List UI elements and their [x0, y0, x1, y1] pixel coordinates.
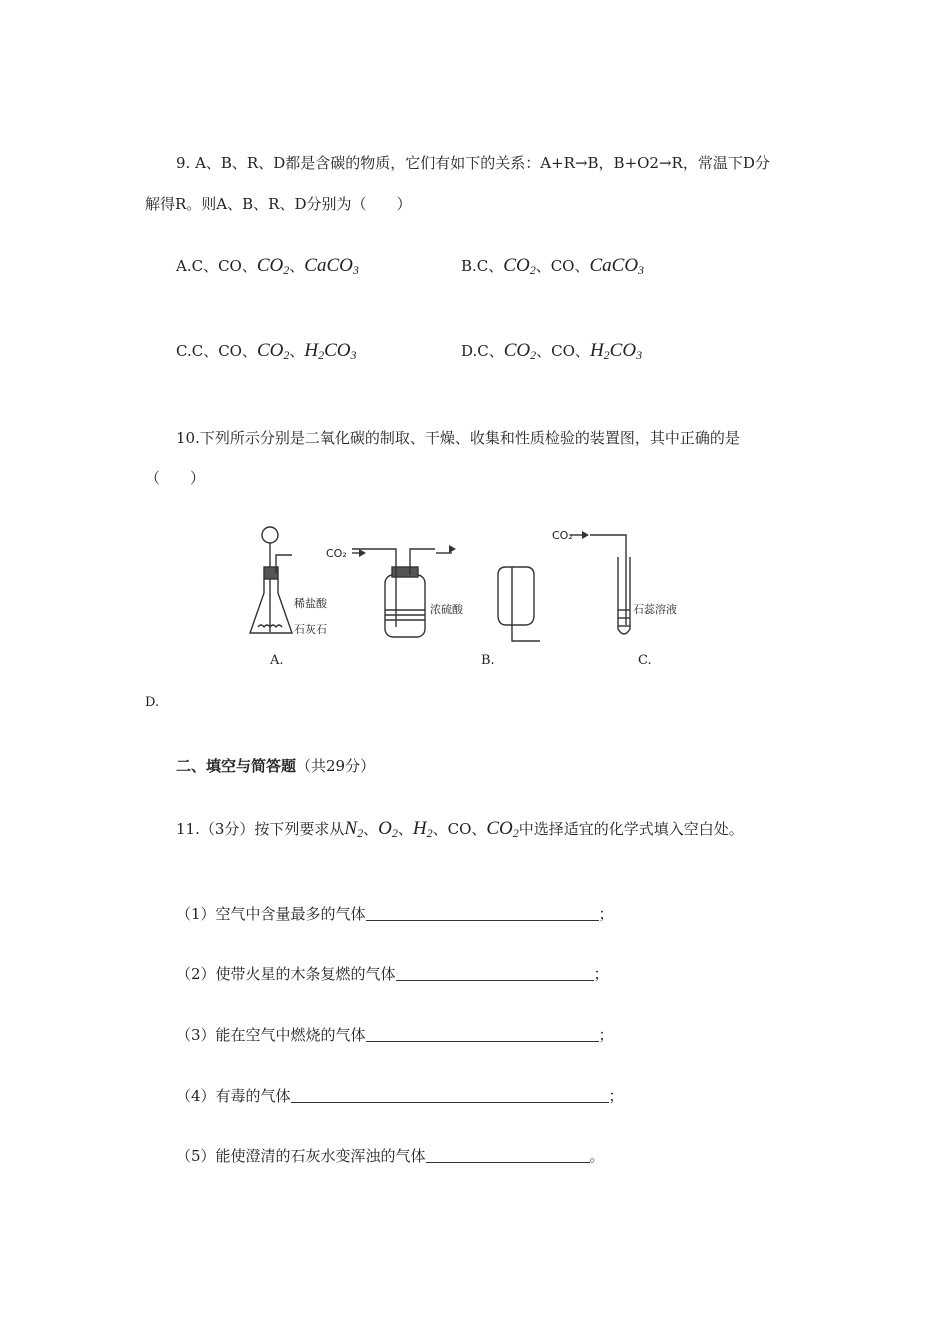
q9-option-d: D.C、$CO_2$、CO、$H_2CO_3$: [461, 340, 643, 362]
answer-blank-3[interactable]: [366, 1027, 599, 1042]
q11-item-2-end: ；: [593, 965, 609, 983]
generation-flask: [250, 527, 292, 633]
q11-sep: 、: [363, 820, 379, 838]
label-limestone: 石灰石: [294, 623, 327, 636]
label-dilute-hcl: 稀盐酸: [294, 597, 327, 610]
q9-option-a-prefix: A.C、CO、: [176, 257, 257, 275]
arrow-out-b-head: [449, 545, 456, 553]
q9-option-a: A.C、CO、$CO_2$、CaCO$_3$: [176, 255, 359, 277]
collection-bottle: [498, 567, 540, 641]
label-co2-d: CO₂: [552, 529, 573, 542]
q11-item-4: [176, 1085, 624, 1106]
q11-item-5: [176, 1145, 605, 1166]
q11-item-4-label: （4）有毒的气体: [176, 1087, 291, 1105]
q11-item-1-end: ；: [598, 905, 614, 923]
q11-co: 、CO、: [432, 820, 487, 838]
figure-label-a: A.: [270, 653, 284, 668]
q9-option-c-prefix: C.C、CO、: [176, 342, 257, 360]
q11-item-3-label: （3）能在空气中燃烧的气体: [176, 1026, 366, 1044]
section-heading: [176, 755, 375, 776]
label-co2-b: CO₂: [326, 547, 347, 560]
q9-option-d-sep: 、CO、: [536, 342, 590, 360]
q11-item-3-end: ；: [598, 1026, 614, 1044]
q11-item-5-end: 。: [589, 1147, 605, 1165]
answer-blank-4[interactable]: [291, 1088, 609, 1103]
q11-item-2-label: （2）使带火星的木条复燃的气体: [176, 965, 396, 983]
q10-line1: 10.下列所示分别是二氧化碳的制取、干燥、收集和性质检验的装置图，其中正确的是: [176, 429, 740, 447]
label-conc-h2so4: 浓硫酸: [430, 603, 463, 616]
figure-label-c: C.: [638, 653, 652, 668]
section-note: （共29分）: [296, 757, 376, 775]
q11-item-4-end: ；: [608, 1087, 624, 1105]
drying-bottle: [352, 549, 435, 637]
q11-prompt: 11.（3分）按下列要求从$N_2$、$O_2$、$H_2$、CO、$CO_2$中选择适宜的化学式填入空白处。: [176, 818, 744, 840]
q9-line1: 9. A、B、R、D都是含碳的物质，它们有如下的关系：A+R→B，B+O2→R，常温下D分: [176, 154, 770, 172]
arrow-in-b-head: [359, 549, 366, 557]
q9-option-a-sep: 、: [289, 257, 305, 275]
option-label-d: D.: [145, 695, 160, 710]
q11-item-1: [176, 903, 614, 924]
q9-option-d-prefix: D.C、: [461, 342, 504, 360]
q9-option-b: B.C、$CO_2$、CO、CaCO$_3$: [461, 255, 645, 277]
q9-option-c: C.C、CO、$CO_2$、$H_2CO_3$: [176, 340, 357, 362]
test-tube: [590, 535, 630, 634]
q11-sep: 、: [397, 820, 413, 838]
q9-option-b-sep: 、CO、: [535, 257, 590, 275]
answer-blank-2[interactable]: [396, 966, 594, 981]
section-title: 二、填空与简答题: [176, 757, 297, 775]
answer-blank-5[interactable]: [426, 1148, 590, 1163]
figure-label-b: B.: [481, 653, 495, 668]
q11-prefix: 11.（3分）按下列要求从: [176, 820, 345, 838]
q9-option-c-sep: 、: [289, 342, 305, 360]
q11-suffix: 中选择适宜的化学式填入空白处。: [518, 820, 744, 838]
q10-line2: （ ）: [145, 469, 206, 487]
arrow-in-d-head: [582, 531, 589, 539]
q9-option-b-prefix: B.C、: [461, 257, 504, 275]
label-litmus: 石蕊溶液: [633, 603, 677, 616]
apparatus-figure: [240, 515, 677, 650]
answer-blank-1[interactable]: [366, 906, 599, 921]
q11-item-1-label: （1）空气中含量最多的气体: [176, 905, 366, 923]
q11-item-3: [176, 1024, 614, 1045]
q9-line2: 解得R。则A、B、R、D分别为（ ）: [145, 195, 412, 213]
q11-item-5-label: （5）能使澄清的石灰水变浑浊的气体: [176, 1147, 426, 1165]
q11-item-2: [176, 963, 609, 984]
